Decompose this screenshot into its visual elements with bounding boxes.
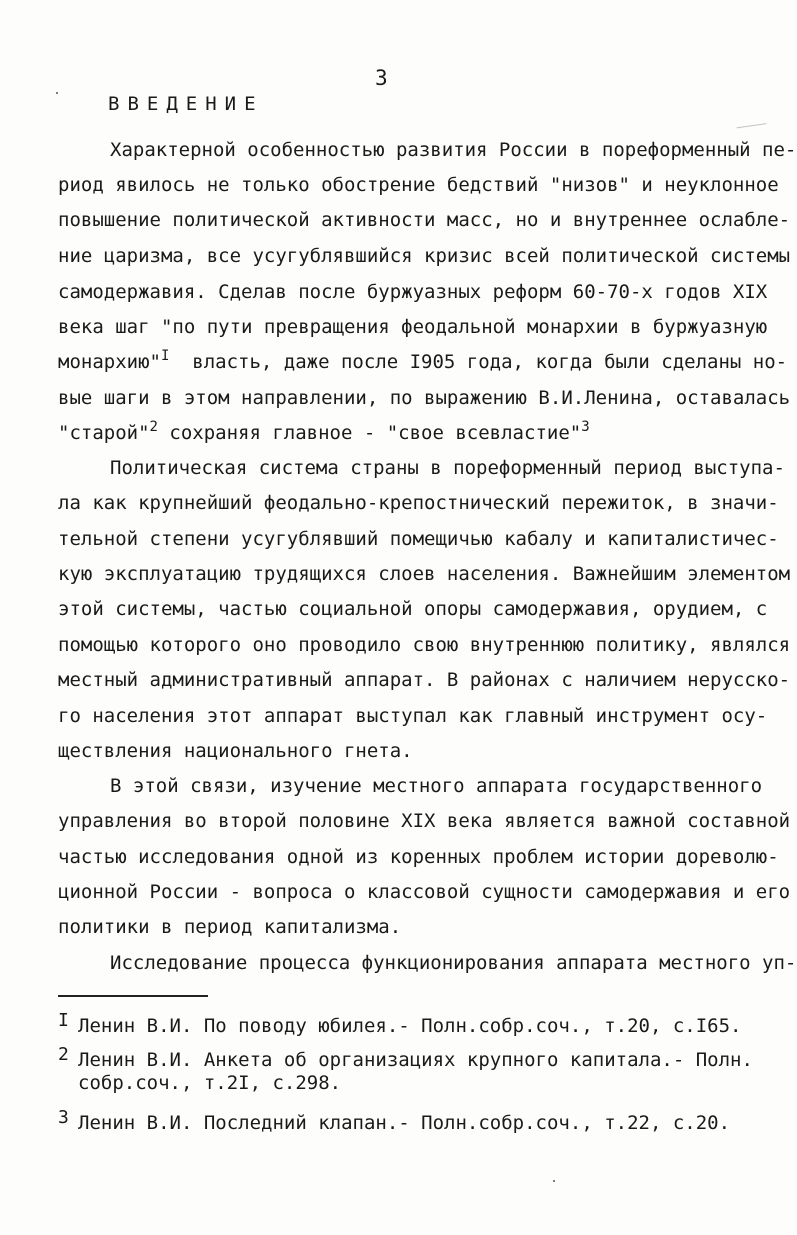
paragraph-2-line: этой системы, частью социальной опоры самодержавия, орудием, с: [58, 598, 768, 620]
footnote-text: Ленин В.И. Анкета об организациях крупного капитала.- Полн.: [78, 1049, 753, 1071]
paragraph-2-line: кую эксплуатацию трудящихся слоев населения. Важнейшим элементом: [58, 563, 791, 585]
paragraph-2-line: го населения этот аппарат выступал как главный инструмент осу-: [58, 705, 768, 727]
paragraph-3-line: ционной России - вопроса о классовой сущности самодержавия и его: [58, 881, 791, 903]
paragraph-1-line: самодержавия. Сделав после буржуазных реформ 60-70-х годов XIX: [58, 281, 768, 303]
paragraph-3-line: частью исследования одной из коренных проблем истории дореволю-: [58, 846, 779, 868]
text-run: власть, даже после I905 года, когда были сделаны но-: [169, 351, 788, 373]
footnote-3: [58, 1106, 730, 1135]
footnote-mark: 3: [58, 1107, 69, 1128]
paragraph-1-line: повышение политической активности масс, но и внутреннее ослабле-: [58, 209, 791, 231]
footnote-2-continuation: собр.соч., т.2I, с.298.: [78, 1072, 342, 1094]
paragraph-1-line: вые шаги в этом направлении, по выражению В.И.Ленина, оставалась: [58, 387, 791, 409]
footnote-mark: 2: [58, 1044, 69, 1065]
text-run: сохраняя главное - "свое всевластие": [157, 422, 582, 444]
paragraph-1-line: [58, 421, 590, 445]
paragraph-1-line: века шаг "по пути превращения феодальной монархии в буржуазную: [58, 316, 768, 338]
paragraph-2-line: помощью которого оно проводило свою внутреннюю политику, являлся: [58, 634, 791, 656]
paragraph-1-line: [58, 350, 787, 374]
paragraph-2-line: местный административный аппарат. В районах с наличием нерусско-: [58, 669, 791, 691]
scan-speck: [56, 92, 58, 94]
paragraph-3-line: управления во второй половине XIX века является важной составной: [58, 810, 791, 832]
footnote-2: [58, 1043, 753, 1072]
footnote-mark: I: [58, 1010, 69, 1031]
section-heading: ВВЕДЕНИЕ: [108, 93, 264, 115]
paragraph-4-line: Исследование процесса функционирования аппарата местного уп-: [110, 952, 797, 974]
paragraph-2-line: ществления национального гнета.: [58, 740, 413, 762]
footnote-text: Ленин В.И. По поводу юбилея.- Полн.собр.соч., т.20, с.I65.: [78, 1015, 742, 1037]
paragraph-2-line: Политическая система страны в пореформенный период выступа-: [110, 457, 785, 479]
paragraph-1-line: ние царизма, все усугублявшийся кризис всей политической системы: [58, 245, 791, 267]
footnote-divider: [58, 995, 208, 997]
footnote-ref-1: I: [160, 348, 170, 364]
paragraph-3-line: В этой связи, изучение местного аппарата государственного: [110, 775, 763, 797]
paragraph-2-line: ла как крупнейший феодально-крепостнический пережиток, в значи-: [58, 492, 779, 514]
paragraph-1-line: риод явилось не только обострение бедствий "низов" и неуклонное: [58, 174, 779, 196]
footnote-ref-2: 2: [149, 419, 158, 435]
paragraph-3-line: политики в период капитализма.: [58, 916, 402, 938]
footnote-1: [58, 1009, 741, 1038]
footnote-ref-3: 3: [581, 419, 590, 435]
scan-speck: [553, 1180, 555, 1182]
paragraph-1-line: Характерной особенностью развития России в пореформенный пе-: [110, 139, 797, 161]
text-run: монархию": [58, 351, 161, 373]
page-number: 3: [375, 66, 388, 90]
footnote-text: Ленин В.И. Последний клапан.- Полн.собр.соч., т.22, с.20.: [78, 1112, 731, 1134]
paragraph-2-line: тельной степени усугублявший помещичью кабалу и капиталистичес-: [58, 528, 779, 550]
text-run: "старой": [58, 422, 150, 444]
